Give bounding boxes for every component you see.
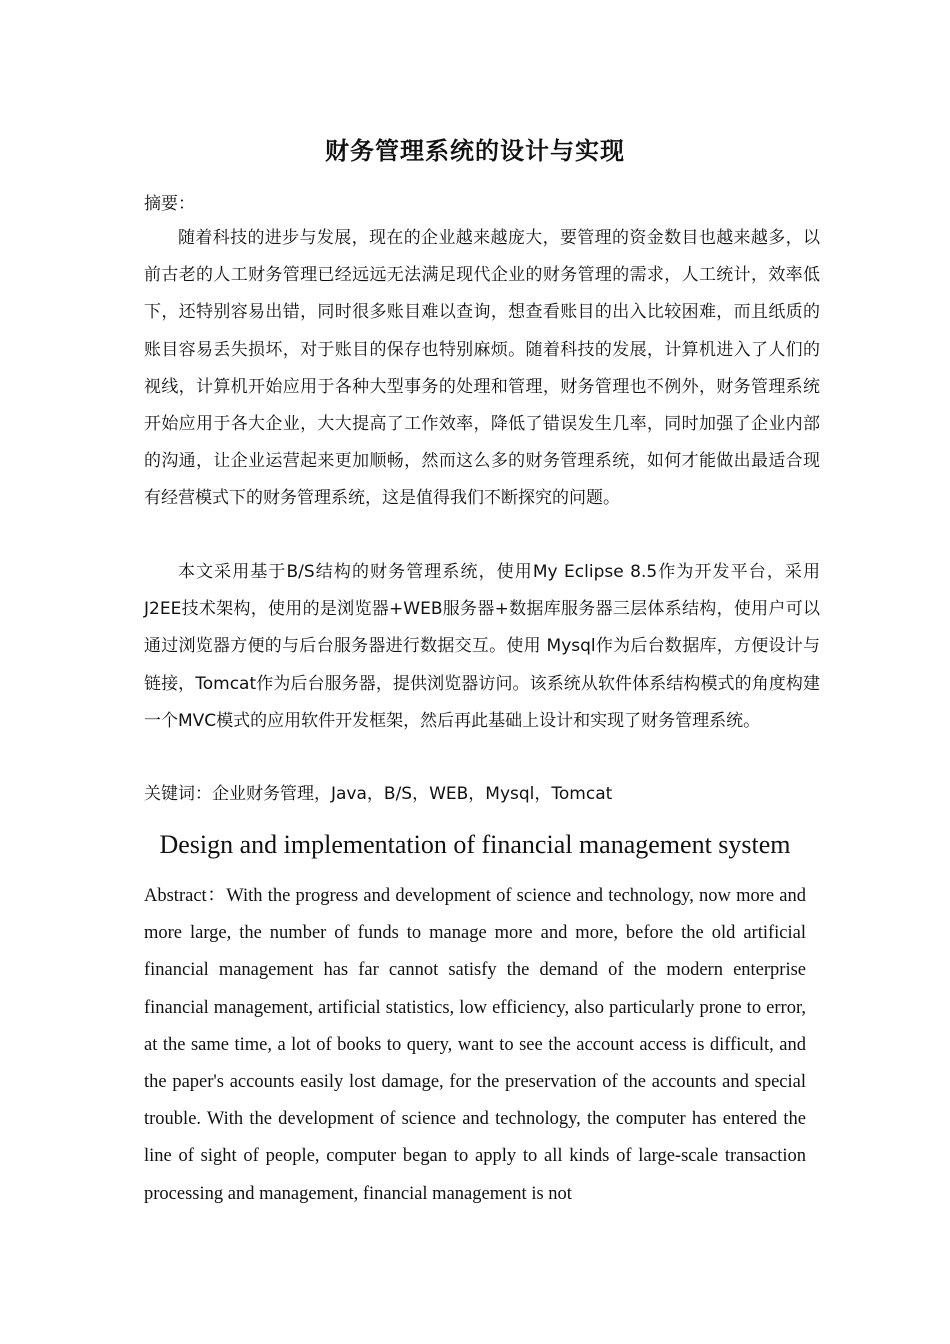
chinese-title: 财务管理系统的设计与实现 xyxy=(325,137,625,165)
english-abstract: Abstract：With the progress and development of science and technology, now more and more large, the number of funds to manage more and more, before the old artificial financial management has far cannot satisfy the demand of the modern enterprise financial management, artificial statistics, low efficiency, also particularly prone to error, at the same time, a lot of books to query, want to see the account access is difficult, and the paper's accounts easily lost damage, for the preservation of the accounts and special trouble. With the development of science and technology, the computer has entered the line of sight of people, computer began to apply to all kinds of large-scale transaction processing and management, financial management is not xyxy=(144,886,806,1204)
chinese-abstract-paragraph-1: 随着科技的进步与发展，现在的企业越来越庞大，要管理的资金数目也越来越多，以前古老的人工财务管理已经远远无法满足现代企业的财务管理的需求，人工统计，效率低下，还特别容易出错，同时很多账目难以查询，想查看账目的出入比较困难，而且纸质的账目容易丢失损坏，对于账目的保存也特别麻烦。随着科技的发展，计算机进入了人们的视线，计算机开始应用于各种大型事务的处理和管理，财务管理也不例外，财务管理系统开始应用于各大企业，大大提高了工作效率，降低了错误发生几率，同时加强了企业内部的沟通，让企业运营起来更加顺畅，然而这么多的财务管理系统，如何才能做出最适合现有经营模式下的财务管理系统，这是值得我们不断探究的问题。 xyxy=(144,228,820,509)
chinese-keywords: 关键词：企业财务管理，Java，B/S，WEB，Mysql，Tomcat xyxy=(144,784,613,804)
english-title: Design and implementation of financial management system xyxy=(159,830,791,859)
chinese-abstract-paragraph-2: 本文采用基于B/S结构的财务管理系统，使用My Eclipse 8.5作为开发平台，采用J2EE技术架构，使用的是浏览器+WEB服务器+数据库服务器三层体系结构，使用户可以通过浏览器方便的与后台服务器进行数据交互。使用 Mysql作为后台数据库，方便设计与链接，Tomcat作为后台服务器，提供浏览器访问。该系统从软件体系结构模式的角度构建一个MVC模式的应用软件开发框架，然后再此基础上设计和实现了财务管理系统。 xyxy=(144,562,820,731)
abstract-label: 摘要： xyxy=(144,194,195,214)
